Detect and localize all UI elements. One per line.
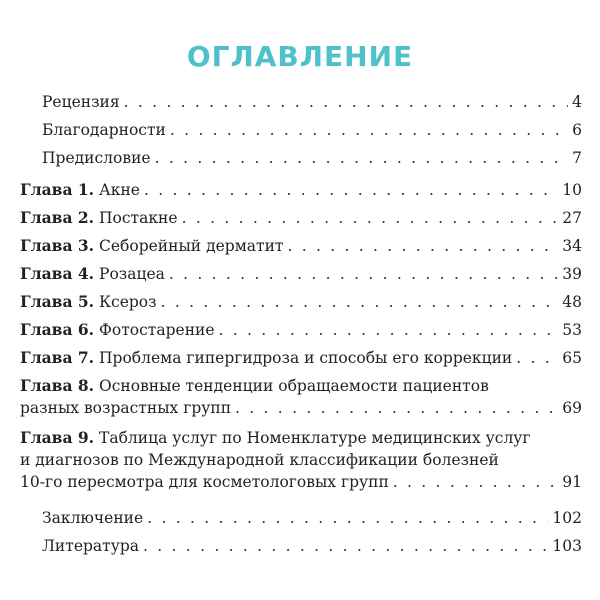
chapter-title: Розацеа [99, 265, 165, 283]
toc-entry-label: Заключение [42, 509, 144, 527]
chapter-prefix: Глава 9. [20, 428, 95, 447]
dot-leader [144, 180, 558, 200]
chapter-title: Постакне [99, 209, 178, 227]
toc-entry-page: 65 [562, 349, 582, 367]
toc-entry-page: 4 [572, 93, 582, 111]
dot-leader [143, 536, 548, 556]
toc-entry-label [20, 236, 283, 256]
dot-leader [169, 264, 558, 284]
toc-entry-label: разных возрастных групп [20, 399, 232, 417]
toc-entry-preface[interactable] [42, 148, 582, 168]
toc-entry-label: 10-го пересмотра для косметологовых групп [20, 473, 389, 491]
chapter-title-line: Таблица услуг по Номенклатуре медицинских услуг [99, 429, 531, 447]
toc-entry-page: 7 [572, 149, 582, 167]
toc-entry-label [20, 264, 165, 284]
toc-entry-review[interactable] [42, 92, 582, 112]
toc-entry-acknowledgements[interactable] [42, 120, 582, 140]
toc-entry-chapter-5[interactable] [20, 292, 582, 312]
toc-entry-chapter-9-line1[interactable] [20, 428, 531, 448]
toc-entry-label: Благодарности [42, 121, 166, 139]
chapter-prefix: Глава 1. [20, 180, 95, 199]
chapter-prefix: Глава 8. [20, 376, 95, 395]
toc-entry-page: 69 [562, 399, 582, 417]
toc-entry-chapter-6[interactable] [20, 320, 582, 340]
dot-leader [235, 398, 558, 418]
toc-entry-conclusion[interactable] [42, 508, 582, 528]
chapter-prefix: Глава 2. [20, 208, 95, 227]
toc-entry-references[interactable] [42, 536, 582, 556]
chapter-prefix: Глава 7. [20, 348, 95, 367]
dot-leader [182, 208, 559, 228]
chapter-title: Фотостарение [99, 321, 215, 339]
toc-entry-chapter-3[interactable] [20, 236, 582, 256]
toc-entry-page: 48 [562, 293, 582, 311]
chapter-title: Ксероз [99, 293, 157, 311]
toc-entry-page: 27 [562, 209, 582, 227]
chapter-title-line: и диагнозов по Международной классификации болезней [20, 451, 499, 469]
toc-entry-page: 34 [562, 237, 582, 255]
dot-leader [147, 508, 548, 528]
toc-entry-chapter-8[interactable] [20, 398, 582, 418]
toc-entry-page: 102 [552, 509, 582, 527]
chapter-prefix: Глава 4. [20, 264, 95, 283]
dot-leader [161, 292, 559, 312]
chapter-title-line: Основные тенденции обращаемости пациентов [99, 377, 489, 395]
toc-entry-label [20, 348, 512, 368]
chapter-title: Себорейный дерматит [99, 237, 284, 255]
toc-entry-page: 6 [572, 121, 582, 139]
toc-entry-label [20, 208, 178, 228]
chapter-prefix: Глава 3. [20, 236, 95, 255]
dot-leader [516, 348, 558, 368]
toc-entry-page: 53 [562, 321, 582, 339]
chapter-prefix: Глава 5. [20, 292, 95, 311]
toc-entry-label [20, 292, 157, 312]
dot-leader [124, 92, 568, 112]
dot-leader [155, 148, 569, 168]
toc-entry-chapter-9-line2[interactable] [20, 450, 499, 470]
toc-entry-chapter-2[interactable] [20, 208, 582, 228]
toc-entry-label: Литература [42, 537, 140, 555]
toc-entry-label [20, 180, 140, 200]
toc-entry-chapter-9[interactable] [20, 472, 582, 492]
toc-entry-page: 10 [562, 181, 582, 199]
dot-leader [170, 120, 568, 140]
toc-entry-chapter-1[interactable] [20, 180, 582, 200]
toc-entry-page: 91 [562, 473, 582, 491]
page-title: ОГЛАВЛЕНИЕ [186, 40, 414, 73]
toc-entry-chapter-4[interactable] [20, 264, 582, 284]
dot-leader [287, 236, 558, 256]
toc-entry-chapter-7[interactable] [20, 348, 582, 368]
toc-entry-chapter-8-line1[interactable] [20, 376, 489, 396]
dot-leader [219, 320, 559, 340]
chapter-title: Акне [99, 181, 140, 199]
toc-entry-page: 103 [552, 537, 582, 555]
chapter-title: Проблема гипергидроза и способы его коррекции [99, 349, 513, 367]
dot-leader [393, 472, 558, 492]
toc-entry-label: Рецензия [42, 93, 120, 111]
toc-entry-page: 39 [562, 265, 582, 283]
toc-entry-label [20, 320, 215, 340]
chapter-prefix: Глава 6. [20, 320, 95, 339]
toc-entry-label: Предисловие [42, 149, 151, 167]
